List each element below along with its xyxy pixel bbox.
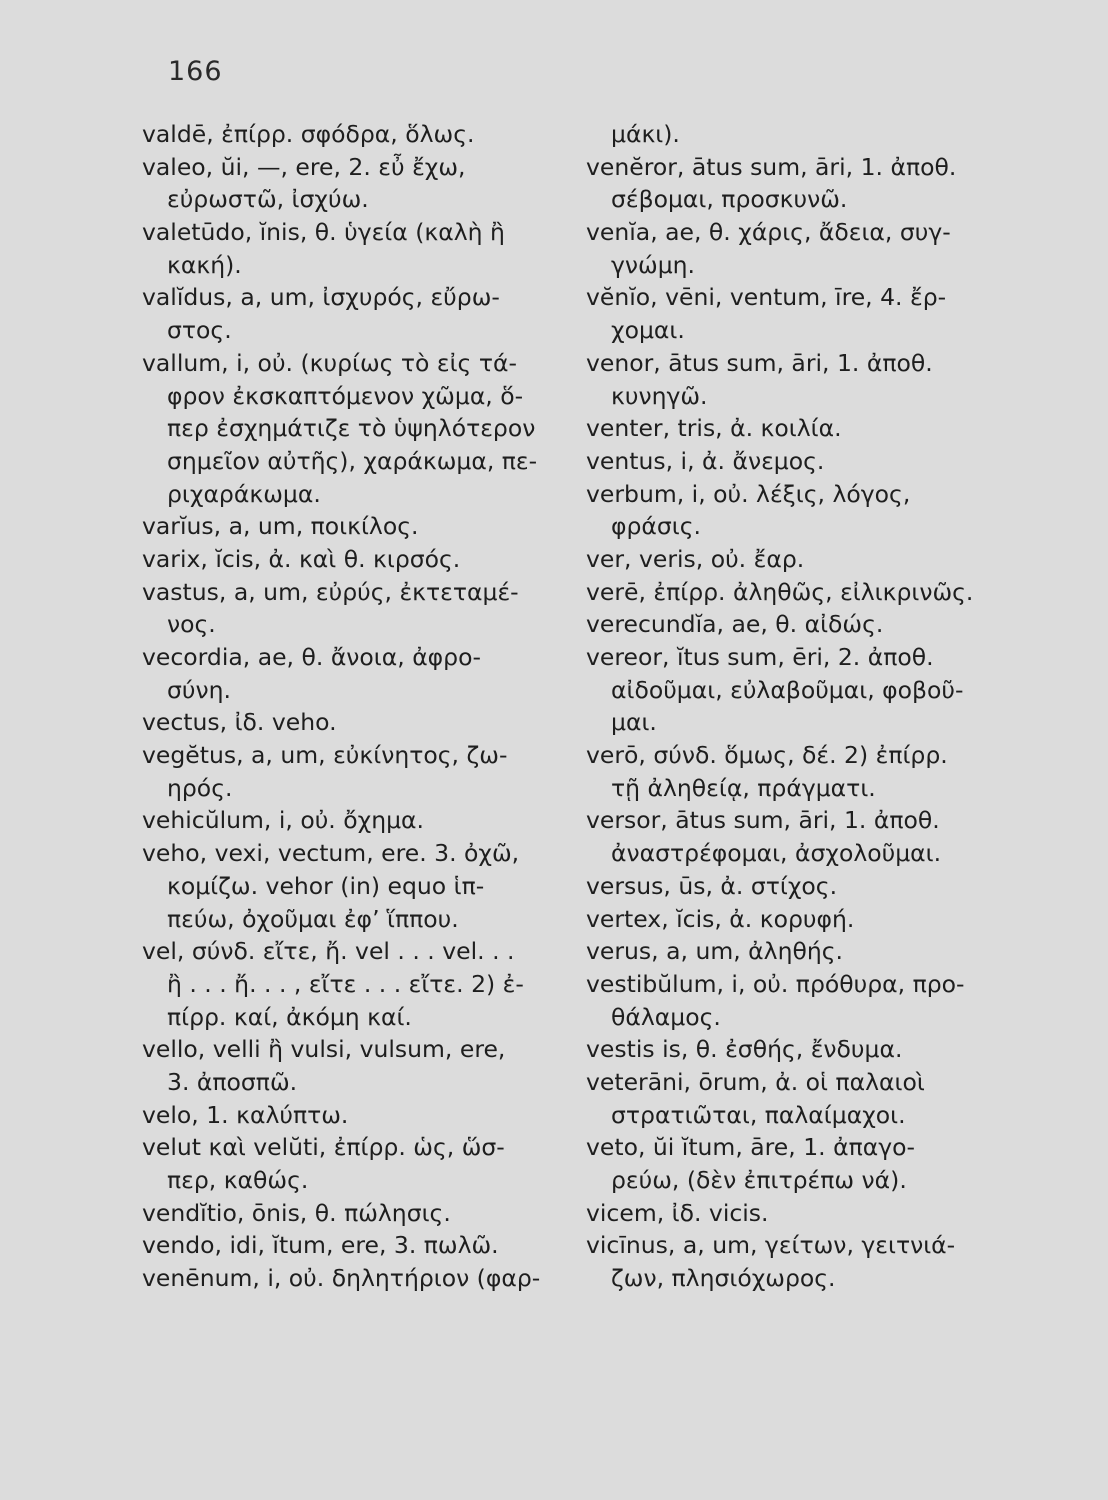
dictionary-line: venter, tris, ἀ. κοιλία. xyxy=(586,414,842,443)
dictionary-line: varix, ĭcis, ἀ. καὶ θ. κιρσός. xyxy=(142,544,461,573)
dictionary-line: vendĭtio, ōnis, θ. πώλησις. xyxy=(142,1198,451,1227)
dictionary-line: verbum, i, οὐ. λέξις, λόγος, xyxy=(586,479,911,508)
dictionary-line: vĕnĭo, vēni, ventum, īre, 4. ἔρ- xyxy=(586,283,947,312)
dictionary-line: varĭus, a, um, ποικίλος. xyxy=(142,512,419,541)
dictionary-line: ριχαράκωμα. xyxy=(167,479,321,508)
dictionary-line: κομίζω. vehor (in) equo ἱπ- xyxy=(167,871,485,900)
dictionary-line: περ ἐσχημάτιζε τὸ ὑψηλότερον xyxy=(167,414,536,443)
dictionary-line: ζων, πλησιόχωρος. xyxy=(611,1264,836,1293)
dictionary-line: μαι. xyxy=(611,708,657,737)
dictionary-line: σέβομαι, προσκυνῶ. xyxy=(611,185,848,214)
dictionary-line: vendo, idi, ĭtum, ere, 3. πωλῶ. xyxy=(142,1231,499,1260)
dictionary-line: φρον ἐκσκαπτόμενον χῶμα, ὅ- xyxy=(167,381,524,410)
dictionary-line: veho, vexi, vectum, ere. 3. ὀχῶ, xyxy=(142,839,520,868)
dictionary-line: venĕror, ātus sum, āri, 1. ἀποθ. xyxy=(586,152,957,181)
dictionary-line: versor, ātus sum, āri, 1. ἀποθ. xyxy=(586,806,940,835)
dictionary-line: valĭdus, a, um, ἰσχυρός, εὔρω- xyxy=(142,283,500,312)
dictionary-line: valetūdo, ĭnis, θ. ὑγεία (καλὴ ἢ xyxy=(142,218,505,247)
dictionary-line: verē, ἐπίρρ. ἀληθῶς, εἰλικρινῶς. xyxy=(586,577,974,606)
dictionary-line: vecordia, ae, θ. ἄνοια, ἀφρο- xyxy=(142,643,481,671)
dictionary-line: velo, 1. καλύπτω. xyxy=(142,1100,349,1129)
dictionary-line: verus, a, um, ἀληθής. xyxy=(586,937,843,966)
dictionary-line: venĭa, ae, θ. χάρις, ἄδεια, συγ- xyxy=(586,218,951,247)
right-column xyxy=(586,118,1006,1295)
dictionary-line: vestibŭlum, i, οὐ. πρόθυρα, προ- xyxy=(586,969,965,998)
dictionary-line: γνώμη. xyxy=(611,250,696,279)
dictionary-line: 3. ἀποσπῶ. xyxy=(167,1067,298,1096)
dictionary-line: valeo, ŭi, —, ere, 2. εὖ ἔχω, xyxy=(142,152,466,181)
page-number: 166 xyxy=(168,56,223,87)
dictionary-line: vegĕtus, a, um, εὐκίνητος, ζω- xyxy=(142,741,508,770)
dictionary-line: πεύω, ὀχοῦμαι ἐφ’ ἵππου. xyxy=(167,904,459,933)
dictionary-line: σημεῖον αὐτῆς), χαράκωμα, πε- xyxy=(167,446,538,475)
dictionary-line: vertex, ĭcis, ἀ. κορυφή. xyxy=(586,904,855,933)
dictionary-line: ver, veris, οὐ. ἔαρ. xyxy=(586,544,805,573)
dictionary-line: vello, velli ἢ vulsi, vulsum, ere, xyxy=(142,1035,506,1064)
dictionary-line: κυνηγῶ. xyxy=(611,381,708,410)
dictionary-line: περ, καθώς. xyxy=(167,1166,309,1194)
dictionary-line: vel, σύνδ. εἴτε, ἤ. vel . . . vel. . . xyxy=(142,937,515,966)
dictionary-line: κακή). xyxy=(167,250,242,279)
dictionary-line: φράσις. xyxy=(611,512,702,541)
dictionary-line: verō, σύνδ. ὅμως, δέ. 2) ἐπίρρ. xyxy=(586,741,948,770)
dictionary-line: venor, ātus sum, āri, 1. ἀποθ. xyxy=(586,348,933,377)
dictionary-line: πίρρ. καί, ἀκόμη καί. xyxy=(167,1002,412,1031)
dictionary-line: ἀναστρέφομαι, ἀσχολοῦμαι. xyxy=(611,839,942,868)
dictionary-line: θάλαμος. xyxy=(611,1002,721,1031)
dictionary-line: vicīnus, a, um, γείτων, γειτνιά- xyxy=(586,1231,956,1260)
dictionary-line: χομαι. xyxy=(611,316,685,345)
left-column xyxy=(142,118,567,1295)
dictionary-line: versus, ūs, ἀ. στίχος. xyxy=(586,871,838,900)
dictionary-line: ἢ . . . ἤ. . . , εἴτε . . . εἴτε. 2) ἐ- xyxy=(167,969,524,998)
dictionary-line: vastus, a, um, εὐρύς, ἐκτεταμέ- xyxy=(142,577,519,606)
dictionary-line: στρατιῶται, παλαίμαχοι. xyxy=(611,1100,906,1129)
dictionary-line: vehicŭlum, i, οὐ. ὄχημα. xyxy=(142,806,424,835)
dictionary-line: νος. xyxy=(167,610,216,639)
dictionary-line: velut καὶ velŭti, ἐπίρρ. ὡς, ὥσ- xyxy=(142,1133,505,1162)
dictionary-line: αἰδοῦμαι, εὐλαβοῦμαι, φοβοῦ- xyxy=(611,675,964,704)
dictionary-line: vectus, ἰδ. veho. xyxy=(142,708,337,737)
dictionary-line: ρεύω, (δὲν ἐπιτρέπω νά). xyxy=(611,1166,907,1194)
dictionary-line: veto, ŭi ĭtum, āre, 1. ἀπαγο- xyxy=(586,1133,915,1162)
dictionary-line: verecundĭa, ae, θ. αἰδώς. xyxy=(586,610,884,639)
dictionary-line: vereor, ĭtus sum, ēri, 2. ἀποθ. xyxy=(586,643,934,671)
dictionary-line: vestis is, θ. ἐσθής, ἔνδυμα. xyxy=(586,1035,903,1064)
dictionary-line: εὐρωστῶ, ἰσχύω. xyxy=(167,185,369,214)
dictionary-line: veterāni, ōrum, ἀ. οἱ παλαιοὶ xyxy=(586,1067,925,1096)
dictionary-line: ventus, i, ἀ. ἄνεμος. xyxy=(586,446,825,475)
dictionary-line: ηρός. xyxy=(167,773,233,802)
dictionary-line: valdē, ἐπίρρ. σφόδρα, ὅλως. xyxy=(142,120,475,148)
dictionary-line: vallum, i, οὐ. (κυρίως τὸ εἰς τά- xyxy=(142,348,517,377)
dictionary-line: vicem, ἰδ. vicis. xyxy=(586,1198,769,1227)
dictionary-line: venēnum, i, οὐ. δηλητήριον (φαρ- xyxy=(142,1264,541,1293)
dictionary-line: τῇ ἀληθείᾳ, πράγματι. xyxy=(611,773,876,802)
dictionary-line: σύνη. xyxy=(167,675,231,704)
dictionary-line: στος. xyxy=(167,316,232,345)
dictionary-line: μάκι). xyxy=(611,120,680,148)
